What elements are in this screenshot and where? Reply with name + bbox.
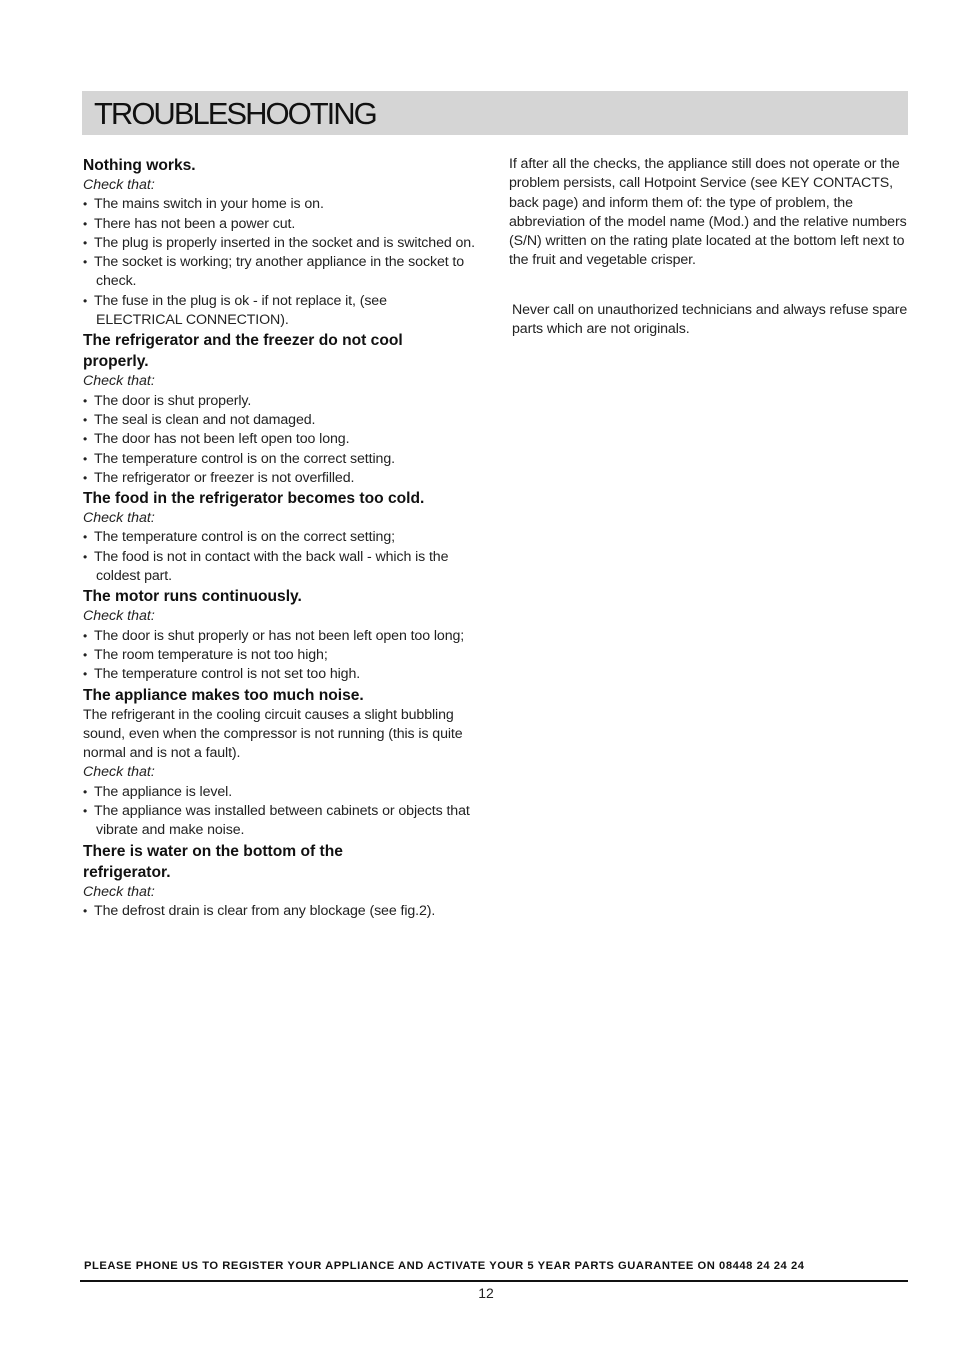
list-item: • The temperature control is not set too high. [83, 665, 485, 684]
list-item: • There has not been a power cut. [83, 215, 485, 234]
bullet-icon: • [83, 393, 88, 408]
footer-divider [80, 1280, 908, 1282]
bullet-list [83, 783, 485, 841]
bullet-icon: • [83, 628, 88, 643]
section-motor-runs [83, 586, 485, 684]
bullet-icon: • [83, 647, 88, 662]
list-item: • The plug is properly inserted in the socket and is switched on. [83, 234, 485, 253]
bullet-icon: • [83, 293, 88, 308]
section-heading: Nothing works. [83, 157, 196, 174]
list-item: • The temperature control is on the correct setting. [83, 450, 485, 469]
list-item: • The temperature control is on the correct setting; [83, 528, 485, 547]
section-water-bottom [83, 841, 485, 922]
bullet-list [83, 195, 485, 330]
bullet-icon: • [83, 667, 88, 682]
list-item: • The door has not been left open too long. [83, 430, 485, 449]
check-that-label: Check that: [83, 510, 155, 527]
check-that-label: Check that: [83, 373, 155, 390]
bullet-list [83, 902, 485, 921]
list-item: • The room temperature is not too high; [83, 646, 485, 665]
troubleshooting-column [83, 155, 485, 921]
list-item: • The socket is working; try another appliance in the socket to check. [83, 254, 465, 290]
bullet-icon: • [83, 530, 88, 545]
page-number: 12 [478, 1285, 494, 1301]
service-paragraph: If after all the checks, the appliance still does not operate or the problem persists, call Hotpoint Service (see KEY CONTACTS, back page) and inform them of: the type of problem, the abbreviation of the model name (Mod.) and the relative numbers (S/N) written on the rating plate located at the bottom left next to the fruit and vegetable crisper. [509, 156, 907, 269]
section-heading: The refrigerator and the freezer do not cool properly. [83, 332, 403, 371]
check-that-label: Check that: [83, 608, 155, 625]
section-heading: The food in the refrigerator becomes too cold. [83, 490, 425, 508]
list-item: • The door is shut properly or has not been left open too long; [83, 627, 485, 646]
check-that-label: Check that: [83, 764, 155, 781]
bullet-list [83, 528, 485, 586]
bullet-icon: • [83, 432, 88, 447]
list-item: • The refrigerator or freezer is not overfilled. [83, 469, 485, 488]
bullet-icon: • [83, 235, 88, 250]
service-column [509, 155, 914, 339]
bullet-list [83, 627, 485, 685]
noise-intro-text: The refrigerant in the cooling circuit causes a slight bubbling sound, even when the compressor is not running (this is quite normal and is not a fault). [83, 706, 463, 762]
title-bar [82, 91, 908, 135]
bullet-icon: • [83, 784, 88, 799]
list-item: • The door is shut properly. [83, 392, 485, 411]
section-nothing-works [83, 155, 485, 330]
bullet-icon: • [83, 470, 88, 485]
bullet-icon: • [83, 255, 88, 270]
section-heading: There is water on the bottom of the refrigerator. [83, 842, 343, 881]
list-item: • The appliance was installed between cabinets or objects that vibrate and make noise. [83, 803, 470, 839]
section-not-cooling [83, 330, 485, 488]
section-noise [83, 685, 485, 841]
bullet-list [83, 392, 485, 488]
list-item: • The seal is clean and not damaged. [83, 411, 485, 430]
bullet-icon: • [83, 903, 88, 918]
footer-registration-note: PLEASE PHONE US TO REGISTER YOUR APPLIANCE AND ACTIVATE YOUR 5 YEAR PARTS GUARANTEE ON 08448 24 24 24 [84, 1260, 805, 1272]
check-that-label: Check that: [83, 883, 155, 900]
bullet-icon: • [83, 197, 88, 212]
section-too-cold [83, 488, 485, 586]
section-heading: The motor runs continuously. [83, 588, 302, 606]
bullet-icon: • [83, 804, 88, 819]
bullet-icon: • [83, 549, 88, 564]
page-title: TROUBLESHOOTING [94, 96, 376, 131]
list-item: • The fuse in the plug is ok - if not replace it, (see ELECTRICAL CONNECTION). [83, 292, 387, 329]
bullet-icon: • [83, 412, 88, 427]
warning-paragraph: Never call on unauthorized technicians and always refuse spare parts which are not originals. [512, 301, 908, 338]
list-item: • The food is not in contact with the back wall - which is the coldest part. [83, 548, 449, 585]
list-item: • The appliance is level. [83, 783, 485, 802]
bullet-icon: • [83, 451, 88, 466]
list-item: • The defrost drain is clear from any blockage (see fig.2). [83, 902, 485, 921]
section-heading: The appliance makes too much noise. [83, 686, 364, 704]
list-item: • The mains switch in your home is on. [83, 195, 485, 214]
check-that-label: Check that: [83, 177, 155, 193]
bullet-icon: • [83, 216, 88, 231]
